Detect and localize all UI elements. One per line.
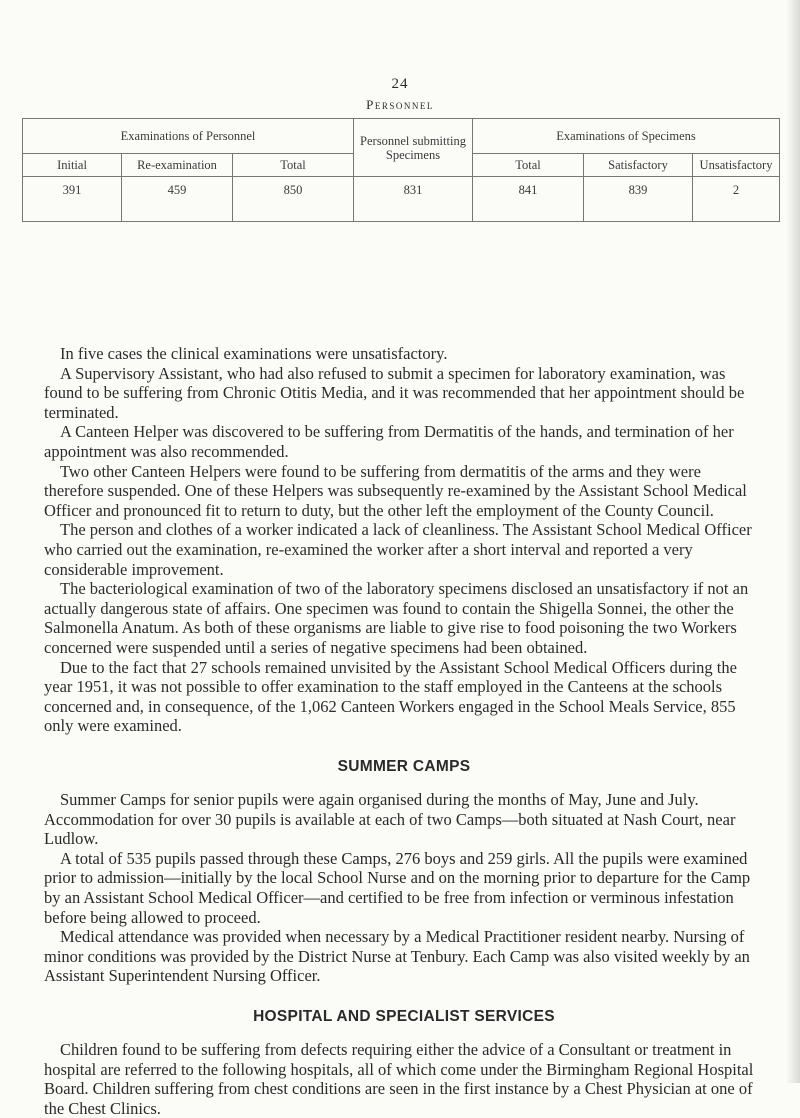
personnel-body: [44, 344, 764, 736]
hospital-heading-wrap: [44, 1008, 764, 1026]
hospital-heading: HOSPITAL AND SPECIALIST SERVICES: [253, 1008, 555, 1025]
paragraph: In five cases the clinical examinations were unsatisfactory.: [60, 344, 448, 363]
paragraph: Medical attendance was provided when necessary by a Medical Practitioner resident nearby. Nursing of minor conditions was provided by the District Nurse at Tenbury. Each Camp was also visited weekly by an Assistant Superintendent Nursing Officer.: [44, 927, 750, 986]
header-initial: Initial: [23, 154, 122, 177]
paragraph: A Canteen Helper was discovered to be suffering from Dermatitis of the hands, and termination of her appointment was also recommended.: [44, 422, 734, 461]
paragraph: Two other Canteen Helpers were found to be suffering from dermatitis of the arms and they were therefore suspended. One of these Helpers was subsequently re-examined by the Assistant School Medical Officer and pronounced fit to return to duty, but the other left the employment of the County Council.: [44, 461, 747, 520]
header-personnel-submitting: Personnel submitting Specimens: [354, 119, 473, 177]
header-unsatisfactory: Unsatisfactory: [693, 154, 780, 177]
paragraph: The person and clothes of a worker indicated a lack of cleanliness. The Assistant School Medical Officer who carried out the examination, re-examined the worker after a short interval and reported a very considerable improvement.: [44, 520, 752, 579]
cell-personnel-submitting: 831: [354, 177, 473, 222]
summer-camps-heading-wrap: [44, 758, 764, 776]
header-satisfactory: Satisfactory: [584, 154, 693, 177]
header-total-specimens: Total: [473, 154, 584, 177]
summer-camps-body: [44, 790, 764, 986]
paragraph: Summer Camps for senior pupils were again organised during the months of May, June and July. Accommodation for over 30 pupils is available at each of two Camps—both situated at Nash Court, near Ludlow.: [44, 790, 736, 849]
header-exam-personnel: Examinations of Personnel: [23, 119, 354, 154]
page-edge-shadow: [786, 0, 800, 1083]
cell-total-specimens: 841: [473, 177, 584, 222]
paragraph: A Supervisory Assistant, who had also refused to submit a specimen for laboratory examination, was found to be suffering from Chronic Otitis Media, and it was recommended that her appointment should be terminated.: [44, 363, 745, 422]
cell-unsatisfactory: 2: [693, 177, 780, 222]
hospital-body: [44, 1040, 764, 1118]
cell-reexamination: 459: [122, 177, 233, 222]
header-reexamination: Re-examination: [122, 154, 233, 177]
examinations-table: [22, 118, 780, 222]
table-row: [23, 177, 780, 222]
header-exam-specimens: Examinations of Specimens: [473, 119, 780, 154]
page-number: 24: [391, 76, 409, 92]
paragraph: Children found to be suffering from defects requiring either the advice of a Consultant or treatment in hospital are referred to the following hospitals, all of which come under the Birmingham Regional Hospital Board. Children suffering from chest conditions are seen in the first instance by a Chest Physician at one of the Chest Clinics.: [44, 1040, 754, 1118]
cell-total-personnel: 850: [233, 177, 354, 222]
header-total-personnel: Total: [233, 154, 354, 177]
paragraph: A total of 535 pupils passed through these Camps, 276 boys and 259 girls. All the pupils were examined prior to admission—initially by the local School Nurse and on the morning prior to departure for the Camp by an Assistant School Medical Officer—and certified to be free from infection or verminous infestation before being allowed to proceed.: [44, 848, 751, 927]
cell-satisfactory: 839: [584, 177, 693, 222]
paragraph: The bacteriological examination of two of the laboratory specimens disclosed an unsatisfactory if not an actually dangerous state of affairs. One specimen was found to contain the Shigella Sonnei, the other the Salmonella Anatum. As both of these organisms are liable to give rise to food poisoning the two Workers concerned were suspended until a series of negative specimens had been obtained.: [44, 579, 749, 657]
section-title: Personnel: [366, 97, 434, 112]
summer-camps-heading: SUMMER CAMPS: [337, 758, 471, 775]
paragraph: Due to the fact that 27 schools remained unvisited by the Assistant School Medical Officers during the year 1951, it was not possible to offer examination to the staff employed in the Canteens at the schools concerned and, in consequence, of the 1,062 Canteen Workers engaged in the School Meals Service, 855 only were examined.: [44, 657, 737, 736]
cell-initial: 391: [23, 177, 122, 222]
